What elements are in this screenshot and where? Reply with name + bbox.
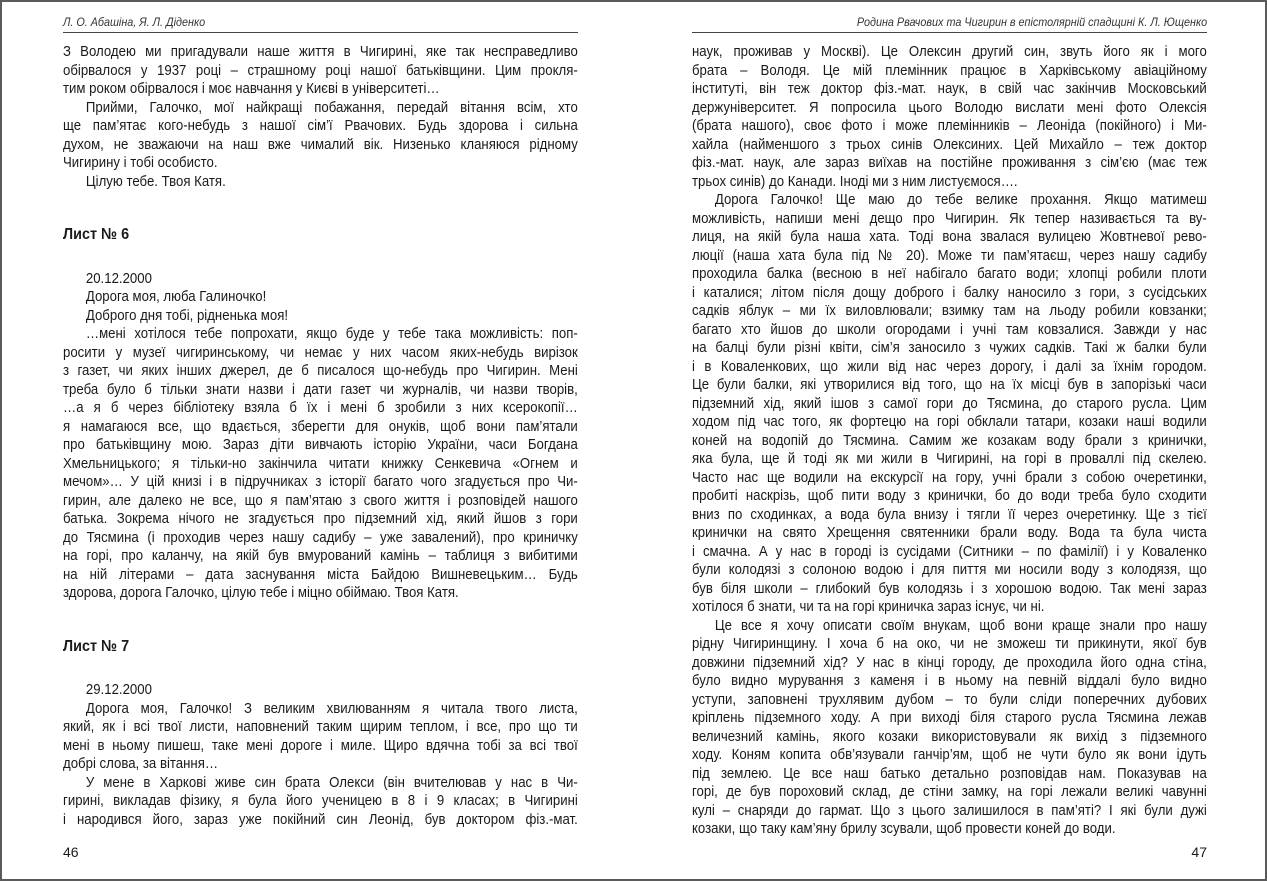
paragraph — [692, 191, 1207, 617]
text-line: кринички на свято Хрещення святенники брали воду. Вода та була чиста — [692, 524, 1207, 541]
paragraph — [63, 173, 578, 192]
paragraph — [63, 270, 578, 289]
text-line: держуніверситет. Я попросила цього Володю вислати мені фото Олексія — [692, 98, 1207, 116]
text-line: Дорога моя, люба Галиночко! — [85, 288, 267, 305]
text-line: ще пам’ятає кого-небудь з нашої сім’ї Рвачових. Будь здорова і сильна — [63, 117, 578, 134]
text-section — [692, 43, 1207, 839]
text-line: …а я б через бібліотеку взяла б їх і мені б зробили з них ксерокопії… — [63, 399, 578, 416]
running-head-text: Л. О. Абашіна, Я. Л. Діденко — [63, 15, 206, 29]
text-line: кулі – снаряди до гармат. Що з цього залишилося в пам’яті? І які були дужі — [692, 801, 1207, 819]
text-line: можливість, напиши мені дещо про Чигирин. Як тепер називається та ву- — [692, 209, 1207, 227]
text-line: батька. Зокрема нічого не згадується про підземний хід, який йшов з гори — [63, 510, 578, 527]
paragraph — [63, 325, 578, 603]
page-number: 46 — [63, 844, 79, 860]
text-line: під землею. Це все наш батько детально розповідав нам. Показував на — [692, 764, 1207, 782]
text-line: хайла (найменшого з трьох синів Олексиних. Цей Михайло – теж доктор — [692, 135, 1207, 153]
text-line: мені в ньому пишеш, таке мені дороге і миле. Щиро вдячна тобі за всі твої — [63, 736, 578, 754]
text-line: були колодязі з солоною водою і для пиття ми носили воду з колодязя, що — [692, 561, 1207, 578]
text-line: треба було б тільки знати назви і дати газет чи журналів, чи назви творів, — [63, 380, 578, 398]
text-line: фіз.-мат. наук, але зараз виїхав на постійне проживання з сім’єю (має теж — [692, 154, 1207, 171]
text-line: інституті, він теж доктор фіз.-мат. наук, в свій час закінчив Московський — [692, 80, 1207, 97]
text-line: духом, не зважаючи на наш вже чималий вік. Низенько кланяюся рідному — [63, 135, 578, 153]
text-line: брата – Володя. Це мій племінник працює в Харківському авіаційному — [692, 61, 1207, 79]
text-line: хотілося б знати, чи та на горі криничка зараз існує, чи ні. — [692, 598, 1045, 615]
text-line: і каталися; літом після дощу доброго і балку наносило з гори, з сусідських — [692, 283, 1207, 301]
text-line: уступи, заповнені трухлявим дубом – то були сліди поперечних дубових — [692, 690, 1207, 708]
text-line: люції (наша хата була під № 20). Може ти пам’ятаєш, через нашу садибу — [692, 246, 1207, 264]
text-line: З Володею ми пригадували наше життя в Чигирині, яке так несправедливо — [63, 43, 578, 60]
text-line: і смачна. А у нас в городі із сусідами (Ситники – по фамілії) і у Коваленко — [692, 542, 1207, 560]
text-line: я намагаюся все, що вдається, зберегти для онуків, щоб вони пам’ятали — [63, 417, 578, 435]
running-head-text: Родина Рвачових та Чигирин в епістолярній спадщині К. Л. Ющенко — [856, 15, 1207, 29]
text-line: У мене в Харкові живе син брата Олекси (він вчителював у нас в Чи- — [85, 773, 578, 791]
text-line: кріплень підземного ходу. А при виході біля старого русла Тясмина лежав — [692, 709, 1207, 726]
text-line: багато хто йшов до школи огородами і учні там ковзалися. Завжди у нас — [692, 320, 1207, 338]
page-number: 47 — [1191, 844, 1207, 860]
text-line: Цілую тебе. Твоя Катя. — [85, 172, 226, 190]
text-line: наук, проживав у Москві). Це Олексин другий син, звуть його як і мого — [692, 43, 1207, 60]
text-line: який, як і всі твої листи, наповнений таким щирим теплом, і все, про що ти — [63, 718, 578, 735]
right-page — [692, 0, 1207, 881]
paragraph — [63, 700, 578, 774]
text-line: садків яблук – ми їх виловлювали; взимку там на льоду робили ковзанки; — [692, 302, 1207, 319]
text-line: Це все я хочу описати своїм внукам, щоб вони краще знали про нашу — [714, 616, 1207, 634]
running-head-title — [692, 15, 1207, 33]
text-line: горі, де був пороховий склад, де стіни замку, на горі лежали великі чавунні — [692, 783, 1207, 800]
text-line: Прийми, Галочко, мої найкращі побажання, передай вітання всім, хто — [85, 98, 578, 116]
text-line: добрі слова, за вітання… — [63, 755, 219, 772]
letter-heading: Лист № 6 — [63, 226, 130, 243]
text-line: Доброго дня тобі, рідненька моя! — [85, 306, 289, 324]
paragraph — [692, 617, 1207, 839]
paragraph — [63, 307, 578, 326]
left-page-body — [63, 43, 578, 829]
text-line: на горі, про каланчу, на якій був вмурований камінь – таблиця з вибитими — [63, 547, 578, 564]
text-line: обірвалося у 1937 році – страшному році нашої батьківщини. Цим прокля- — [63, 61, 578, 79]
text-line: про батьківщину мою. Зараз діти вивчають історію України, часи Богдана — [63, 436, 578, 453]
text-line: ходу. Коням копита обв’язували ганчір’ям, щоб не чути було як вони ідуть — [692, 746, 1207, 763]
paragraph — [63, 288, 578, 307]
running-head-authors — [63, 15, 578, 33]
text-line: 29.12.2000 — [85, 681, 152, 698]
text-line: здорова, дорога Галочко, цілую тебе і міцно обіймаю. Твоя Катя. — [63, 584, 459, 601]
text-line: довжини підземний хід? У нас в кінці городу, де проходила його одна стіна, — [692, 653, 1207, 671]
text-line: проходила балка (весною в неї набігало багато води; хлопці робили плоти — [692, 265, 1207, 282]
text-line: козаки, що таку кам’яну брилу зсували, щоб провести коней до води. — [692, 820, 1116, 837]
letter-heading: Лист № 7 — [63, 637, 130, 655]
text-line: Це були балки, які утворилися від того, що на їх місці був в запорізькі часи — [692, 376, 1207, 393]
text-line: Часто нас ще водили на екскурсії на гору, учні брали з собою очеретинки, — [692, 468, 1207, 486]
text-line: мечом»… У цій книзі і в підручниках з історії багато чого згадується про Чи- — [63, 473, 578, 490]
text-line: і в Коваленкових, що жили від нас через дорогу, і далі за їхнім городом. — [692, 357, 1207, 375]
left-page — [63, 0, 578, 881]
text-line: трьох синів) до Канади. Іноді ми з ним листуємося…. — [692, 172, 1018, 190]
text-section — [63, 43, 578, 191]
text-line: з газет, чи яких інших джерел, де б писалося що-небудь про Чигирин. Мені — [63, 362, 578, 379]
text-line: (брата нашого), своє фото і може племінників – Леоніда (покійного) і Ми- — [692, 117, 1207, 134]
text-line: Дорога Галочко! Ще маю до тебе велике прохання. Якщо матимеш — [714, 191, 1207, 208]
paragraph — [63, 99, 578, 173]
text-line: 20.12.2000 — [85, 269, 152, 287]
text-line: коней на водопій до Тясмина. Самим же козакам воду брали з кринички, — [692, 431, 1207, 449]
text-line: пробиті наскрізь, щоб пити воду з кринички, бо до води треба було сходити — [692, 487, 1207, 504]
text-line: на ній літерами – дата заснування міста Байдою Вишневецьким… Будь — [63, 565, 578, 583]
text-line: було видно мурування з каменя і в ньому на певній віддалі було видно — [692, 672, 1207, 689]
paragraph — [692, 43, 1207, 191]
text-line: лиця, на якій була наша хата. Тоді вона звалася вулицею Жовтневої рево- — [692, 228, 1207, 245]
text-line: яка була, ще й тоді як ми жили в Чигирині, на горі в проваллі під скелею. — [692, 450, 1207, 467]
text-line: тим роком обірвалося і моє навчання у Києві в університеті… — [63, 80, 440, 97]
text-line: Чигирину і тобі особисто. — [63, 154, 218, 171]
text-line: рідну Чигиринщину. І хоча б на око, чи не зможеш ти прикинути, якої був — [692, 635, 1207, 652]
text-line: Дорога моя, Галочко! З великим хвилюванням я читала твого листа, — [85, 699, 578, 717]
text-line: вниз по сходинках, а вода була внизу і тягли її через очеретинку. Ще з тієї — [692, 505, 1207, 523]
right-page-body — [692, 43, 1207, 839]
text-line: …мені хотілося тебе попрохати, якщо буде у тебе така можливість: поп- — [85, 325, 578, 342]
text-line: до Тясмина (і проходив через нашу садибу – уже завалений), про криничку — [63, 528, 578, 546]
text-line: росити у музеї чигиринському, чи немає у них часом яких-небудь вирізок — [63, 343, 578, 361]
text-line: був біля школи – глибокий був колодязь і з хорошою водою. Так мені зараз — [692, 579, 1207, 597]
paragraph — [63, 774, 578, 830]
text-line: величезний камінь, якого козаки використовували як вихід з підземного — [692, 727, 1207, 745]
paragraph — [63, 681, 578, 700]
text-line: гирині, викладав фізику, я була його ученицею в 8 і 9 класах; в Чигирині — [63, 792, 578, 809]
letter-section — [63, 638, 578, 830]
letter-section — [63, 226, 578, 603]
text-line: і народився його, зараз уже покійний син Леонід, був доктором фіз.-мат. — [63, 810, 578, 828]
paragraph — [63, 43, 578, 99]
text-line: гирин, але далеко не все, що я пам’ятаю з свого життя і розповідей нашого — [63, 491, 578, 509]
text-line: Хмельницького; я тільки-но закінчила читати книжку Сенкевича «Огнем и — [63, 454, 578, 472]
text-line: ходом під час того, як фортецю на горі обклали татари, козаки наші водили — [692, 413, 1207, 430]
text-line: на балці були різні квіти, сім’я заносило з чужих садків. Такі ж балки були — [692, 339, 1207, 356]
text-line: підземний хід, який ішов з самої гори до Тясмина, до старого русла. Цим — [692, 394, 1207, 412]
